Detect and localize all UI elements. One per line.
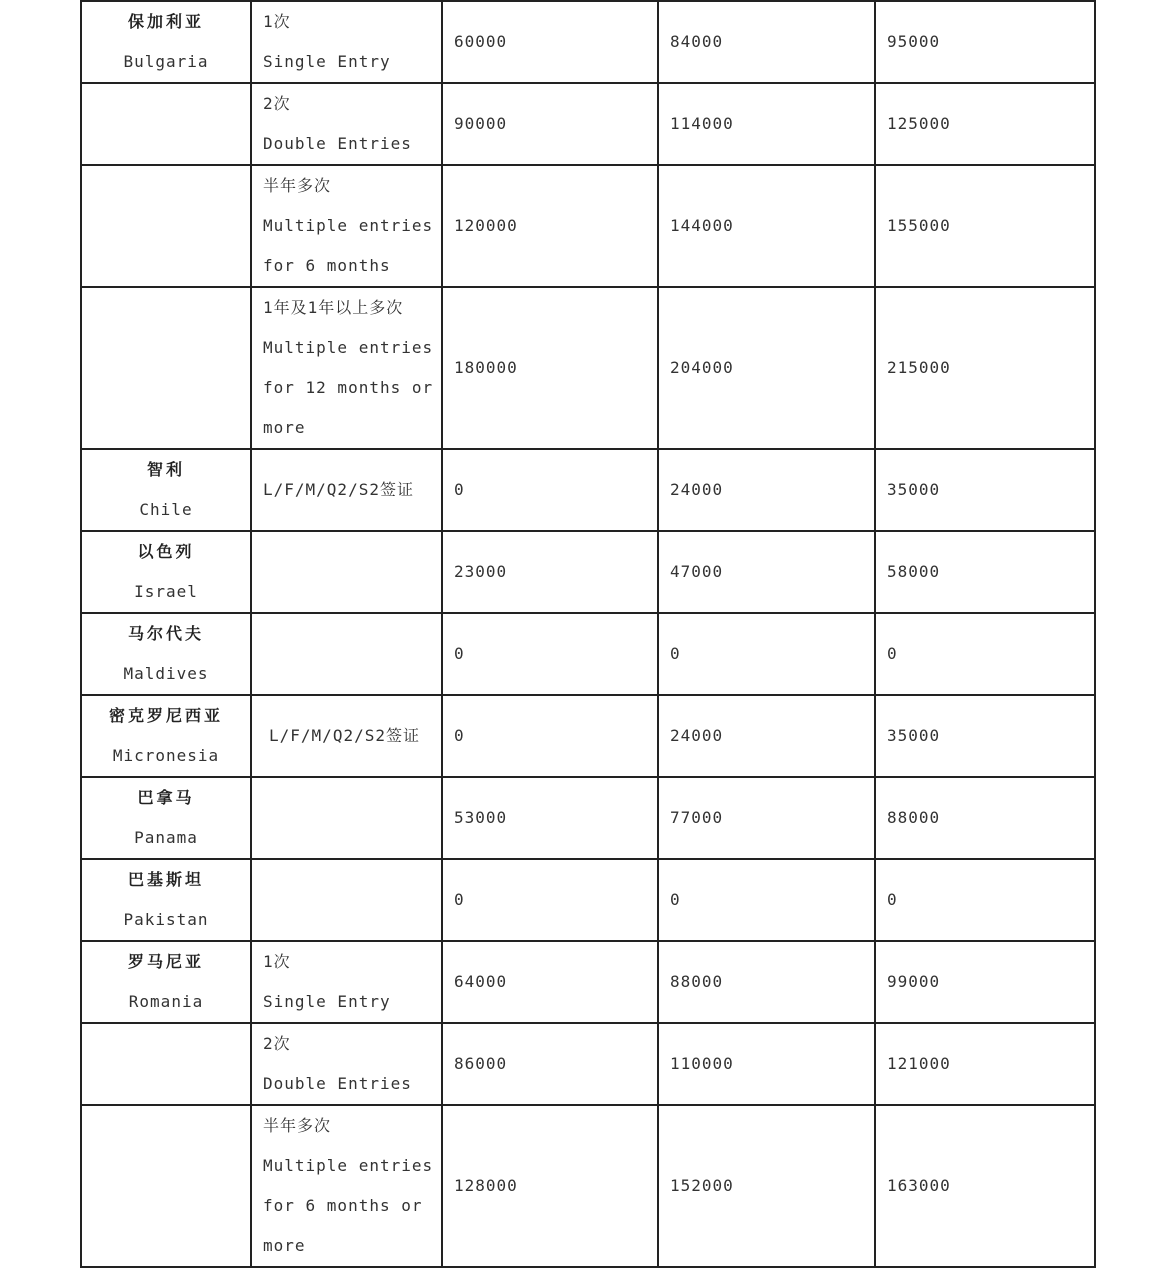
fee-value-cell-3: 95000 (875, 1, 1095, 83)
fee-value-cell-3: 0 (875, 859, 1095, 941)
country-cell (81, 449, 251, 531)
visa-type-cell: 2次 Double Entries (251, 1023, 442, 1105)
fee-value-cell-2: 0 (658, 613, 875, 695)
fee-value-cell-2: 152000 (658, 1105, 875, 1267)
fee-value-cell-2: 204000 (658, 287, 875, 449)
table-row (81, 1023, 1095, 1105)
country-name-chinese: 马尔代夫 (127, 624, 204, 643)
fee-value-cell-1: 64000 (442, 941, 658, 1023)
country-cell (81, 531, 251, 613)
fee-value-cell-3: 215000 (875, 287, 1095, 449)
fee-value-cell-1: 23000 (442, 531, 658, 613)
fee-value-cell-1: 0 (442, 695, 658, 777)
fee-value-cell-1: 0 (442, 613, 658, 695)
country-cell (81, 83, 251, 165)
table-row (81, 695, 1095, 777)
fee-value-cell-3: 0 (875, 613, 1095, 695)
fee-value-cell-2: 0 (658, 859, 875, 941)
country-name-chinese: 智利 (146, 460, 185, 479)
visa-type-cell: L/F/M/Q2/S2签证 (251, 449, 442, 531)
fee-value-cell-1: 128000 (442, 1105, 658, 1267)
country-name-chinese: 保加利亚 (127, 12, 204, 31)
country-name-english: Maldives (123, 664, 209, 683)
visa-type-cell: 1次 Single Entry (251, 1, 442, 83)
country-cell (81, 777, 251, 859)
country-cell (81, 1105, 251, 1267)
fee-value-cell-1: 86000 (442, 1023, 658, 1105)
fee-value-cell-1: 60000 (442, 1, 658, 83)
country-cell (81, 941, 251, 1023)
country-name-english: Bulgaria (123, 52, 209, 71)
country-cell (81, 613, 251, 695)
visa-fee-table-body (81, 1, 1095, 1267)
fee-value-cell-1: 120000 (442, 165, 658, 287)
visa-type-cell: 半年多次 Multiple entries for 6 months or more (251, 1105, 442, 1267)
table-row (81, 83, 1095, 165)
visa-type-cell: 2次 Double Entries (251, 83, 442, 165)
country-name-english: Chile (139, 500, 193, 519)
visa-fee-table (80, 0, 1096, 1268)
country-cell (81, 1023, 251, 1105)
fee-value-cell-2: 114000 (658, 83, 875, 165)
country-name-english: Israel (134, 582, 198, 601)
visa-type-cell (251, 531, 442, 613)
fee-value-cell-1: 180000 (442, 287, 658, 449)
fee-value-cell-2: 144000 (658, 165, 875, 287)
fee-value-cell-2: 24000 (658, 695, 875, 777)
fee-value-cell-2: 24000 (658, 449, 875, 531)
visa-type-cell: 1年及1年以上多次 Multiple entries for 12 months or more (251, 287, 442, 449)
country-cell (81, 287, 251, 449)
country-cell (81, 859, 251, 941)
visa-type-cell (251, 859, 442, 941)
fee-value-cell-3: 121000 (875, 1023, 1095, 1105)
table-row (81, 531, 1095, 613)
visa-type-cell (251, 613, 442, 695)
fee-value-cell-2: 88000 (658, 941, 875, 1023)
country-name-chinese: 以色列 (137, 542, 195, 561)
visa-type-cell: L/F/M/Q2/S2签证 (251, 695, 442, 777)
visa-type-cell: 半年多次 Multiple entries for 6 months (251, 165, 442, 287)
table-row (81, 449, 1095, 531)
country-name-chinese: 罗马尼亚 (127, 952, 204, 971)
table-row (81, 165, 1095, 287)
country-cell (81, 165, 251, 287)
country-cell (81, 1, 251, 83)
country-cell (81, 695, 251, 777)
fee-value-cell-3: 35000 (875, 449, 1095, 531)
country-name-chinese: 巴基斯坦 (127, 870, 204, 889)
fee-value-cell-1: 53000 (442, 777, 658, 859)
country-name-english: Pakistan (123, 910, 209, 929)
table-row (81, 613, 1095, 695)
fee-value-cell-3: 163000 (875, 1105, 1095, 1267)
visa-type-cell (251, 777, 442, 859)
country-name-english: Romania (128, 992, 204, 1011)
table-row (81, 1105, 1095, 1267)
fee-value-cell-3: 58000 (875, 531, 1095, 613)
fee-value-cell-3: 99000 (875, 941, 1095, 1023)
country-name-english: Panama (134, 828, 198, 847)
fee-value-cell-3: 88000 (875, 777, 1095, 859)
country-name-chinese: 巴拿马 (137, 788, 195, 807)
table-row (81, 859, 1095, 941)
fee-value-cell-3: 35000 (875, 695, 1095, 777)
fee-value-cell-3: 155000 (875, 165, 1095, 287)
table-row (81, 777, 1095, 859)
fee-value-cell-1: 0 (442, 449, 658, 531)
visa-type-cell: 1次 Single Entry (251, 941, 442, 1023)
fee-value-cell-1: 0 (442, 859, 658, 941)
fee-value-cell-3: 125000 (875, 83, 1095, 165)
table-row (81, 287, 1095, 449)
fee-value-cell-2: 110000 (658, 1023, 875, 1105)
table-row (81, 941, 1095, 1023)
country-name-chinese: 密克罗尼西亚 (108, 706, 223, 725)
country-name-english: Micronesia (112, 746, 220, 765)
fee-value-cell-2: 77000 (658, 777, 875, 859)
fee-value-cell-2: 47000 (658, 531, 875, 613)
fee-value-cell-2: 84000 (658, 1, 875, 83)
table-row (81, 1, 1095, 83)
fee-value-cell-1: 90000 (442, 83, 658, 165)
